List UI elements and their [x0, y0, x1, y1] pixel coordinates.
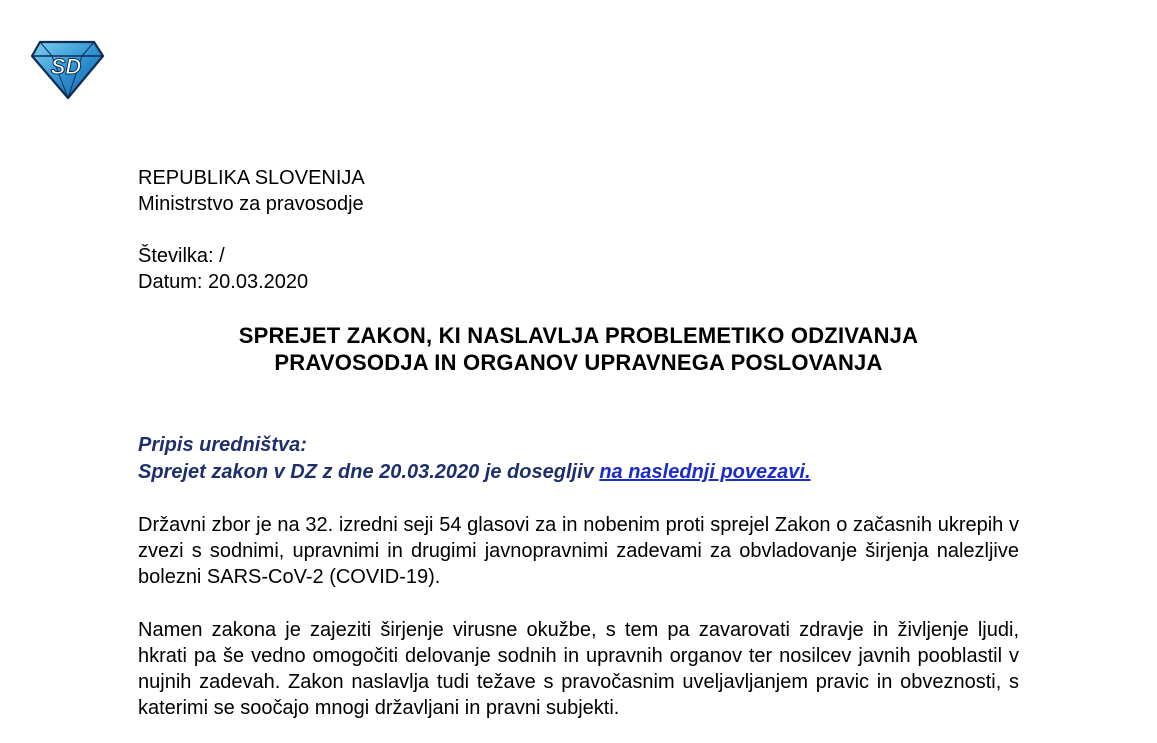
paragraph-2: Namen zakona je zajeziti širjenje virusne okužbe, s tem pa zavarovati zdravje in življenje ljudi, hkrati pa še vedno omogočiti delovanje sodnih in upravnih organov ter nosilcev javnih pooblastil v nujnih zadevah. Zakon naslavlja tudi težave s pravočasnim uveljavljanjem pravic in obveznosti, s katerimi se soočajo mnogi državljani in pravni subjekti. [138, 619, 1019, 719]
document-body [138, 165, 1019, 721]
law-link[interactable]: na naslednji povezavi. [599, 461, 811, 483]
document-date: Datum: 20.03.2020 [138, 271, 309, 293]
page-title [138, 322, 1019, 376]
editorial-note [138, 432, 1019, 486]
sd-logo-icon [30, 40, 104, 100]
note-heading: Pripis uredništva: [138, 434, 307, 456]
title-line-2: PRAVOSODJA IN ORGANOV UPRAVNEGA POSLOVANJA [274, 350, 883, 375]
document-number: Številka: / [138, 245, 225, 267]
header-country: REPUBLIKA SLOVENIJA [138, 167, 365, 189]
logo-letters: SD [50, 54, 82, 79]
header-ministry: Ministrstvo za pravosodje [138, 193, 364, 215]
note-text: Sprejet zakon v DZ z dne 20.03.2020 je dosegljiv [138, 461, 600, 483]
paragraph-1: Državni zbor je na 32. izredni seji 54 glasovi za in nobenim proti sprejel Zakon o začasnih ukrepih v zvezi s sodnimi, upravnimi in drugimi javnopravnimi zadevami za obvladovanje širjenja nalezljive bolezni SARS-CoV-2 (COVID-19). [138, 514, 1019, 588]
title-line-1: SPREJET ZAKON, KI NASLAVLJA PROBLEMETIKO ODZIVANJA [238, 323, 919, 348]
note-text-line [138, 459, 1019, 486]
